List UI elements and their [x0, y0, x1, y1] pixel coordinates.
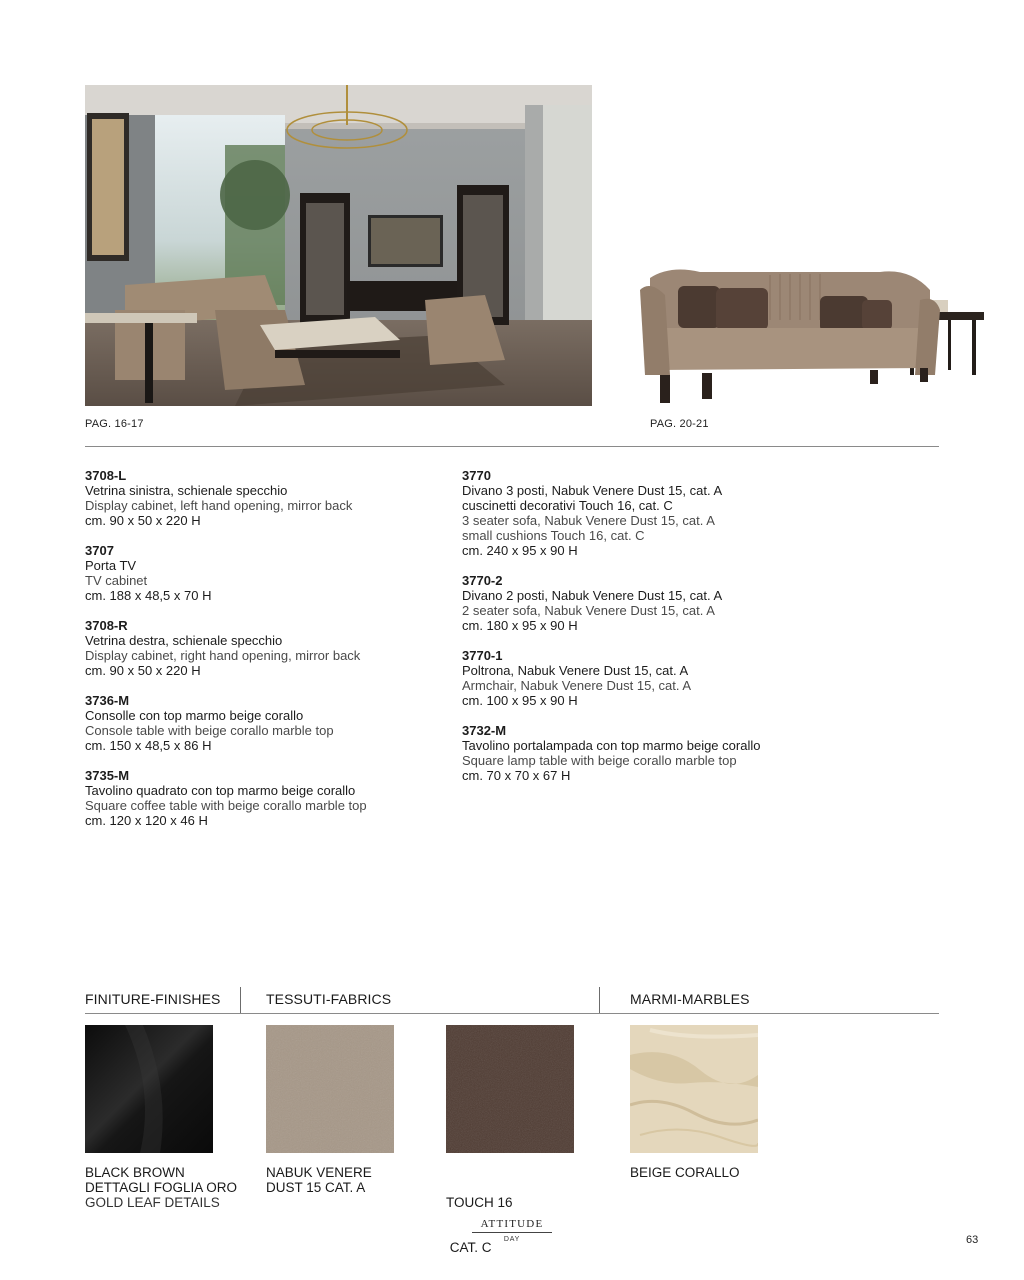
product-description-it: cuscinetti decorativi Touch 16, cat. C	[462, 498, 673, 513]
swatch-label-black-brown: BLACK BROWN DETTAGLI FOGLIA ORO GOLD LEAF DETAILS	[85, 1165, 238, 1210]
living-room-photo	[85, 85, 592, 406]
product-description-en: Square coffee table with beige corallo marble top	[85, 798, 367, 813]
marbles-heading: MARMI-MARBLES	[630, 991, 750, 1007]
product-entry	[462, 723, 822, 783]
page-number: 63	[966, 1234, 979, 1246]
product-code: 3707	[85, 543, 114, 558]
product-description-en: Armchair, Nabuk Venere Dust 15, cat. A	[462, 678, 692, 693]
top-divider	[85, 446, 939, 447]
product-list-right	[462, 468, 822, 798]
fabrics-heading: TESSUTI-FABRICS	[266, 991, 392, 1007]
swatch-touch-16	[446, 1025, 574, 1153]
product-entry	[462, 648, 822, 708]
product-dimensions: cm. 180 x 95 x 90 H	[462, 618, 578, 633]
product-code: 3770	[462, 468, 491, 483]
swatch-nabuk-venere	[266, 1025, 394, 1153]
product-code: 3708-L	[85, 468, 127, 483]
product-entry	[85, 693, 445, 753]
product-description-it: Poltrona, Nabuk Venere Dust 15, cat. A	[462, 663, 689, 678]
product-description-en: 2 seater sofa, Nabuk Venere Dust 15, cat. A	[462, 603, 715, 618]
product-entry	[85, 768, 445, 828]
page-ref-right: PAG. 20-21	[650, 418, 709, 430]
product-entry	[85, 543, 445, 603]
product-description-it: Porta TV	[85, 558, 137, 573]
product-dimensions: cm. 240 x 95 x 90 H	[462, 543, 578, 558]
product-code: 3735-M	[85, 768, 130, 783]
brand-name: ATTITUDE	[480, 1218, 544, 1230]
sofa-photo	[630, 250, 990, 410]
product-dimensions: cm. 90 x 50 x 220 H	[85, 663, 201, 678]
swatch-beige-corallo	[630, 1025, 758, 1153]
section-separator	[599, 987, 600, 1013]
swatch-label-nabuk-venere: NABUK VENERE DUST 15 CAT. A	[266, 1165, 372, 1195]
brand-logo	[472, 1218, 552, 1243]
product-entry	[462, 573, 822, 633]
finishes-divider	[85, 1013, 939, 1014]
product-entry	[85, 468, 445, 528]
product-description-en: Console table with beige corallo marble top	[85, 723, 334, 738]
product-description-it: Tavolino portalampada con top marmo beige corallo	[462, 738, 761, 753]
swatch-label-beige-corallo: BEIGE CORALLO	[630, 1165, 740, 1180]
product-description-it: Vetrina sinistra, schienale specchio	[85, 483, 288, 498]
product-code: 3732-M	[462, 723, 507, 738]
finishes-heading: FINITURE-FINISHES	[85, 991, 221, 1007]
product-description-it: Consolle con top marmo beige corallo	[85, 708, 304, 723]
page-ref-left: PAG. 16-17	[85, 418, 144, 430]
product-code: 3708-R	[85, 618, 128, 633]
section-separator	[240, 987, 241, 1013]
product-description-it: Divano 3 posti, Nabuk Venere Dust 15, cat. A	[462, 483, 723, 498]
brand-subtitle: DAY	[503, 1236, 521, 1243]
product-description-en: Display cabinet, left hand opening, mirror back	[85, 498, 353, 513]
product-list-left	[85, 468, 445, 843]
swatch-label-touch-16: TOUCH 16 CAT. C	[446, 1195, 513, 1255]
product-description-en: TV cabinet	[85, 573, 148, 588]
product-dimensions: cm. 90 x 50 x 220 H	[85, 513, 201, 528]
product-description-en: Display cabinet, right hand opening, mirror back	[85, 648, 361, 663]
product-description-it: Divano 2 posti, Nabuk Venere Dust 15, cat. A	[462, 588, 723, 603]
product-description-en: small cushions Touch 16, cat. C	[462, 528, 645, 543]
product-code: 3736-M	[85, 693, 130, 708]
product-description-it: Tavolino quadrato con top marmo beige corallo	[85, 783, 356, 798]
product-dimensions: cm. 120 x 120 x 46 H	[85, 813, 208, 828]
brand-rule	[472, 1232, 552, 1233]
swatch-black-brown	[85, 1025, 213, 1153]
product-entry	[462, 468, 822, 558]
product-dimensions: cm. 70 x 70 x 67 H	[462, 768, 571, 783]
product-entry	[85, 618, 445, 678]
product-code: 3770-2	[462, 573, 503, 588]
product-code: 3770-1	[462, 648, 503, 663]
product-dimensions: cm. 100 x 95 x 90 H	[462, 693, 578, 708]
product-dimensions: cm. 188 x 48,5 x 70 H	[85, 588, 212, 603]
product-description-en: 3 seater sofa, Nabuk Venere Dust 15, cat. A	[462, 513, 715, 528]
product-description-en: Square lamp table with beige corallo marble top	[462, 753, 737, 768]
product-description-it: Vetrina destra, schienale specchio	[85, 633, 283, 648]
product-dimensions: cm. 150 x 48,5 x 86 H	[85, 738, 212, 753]
